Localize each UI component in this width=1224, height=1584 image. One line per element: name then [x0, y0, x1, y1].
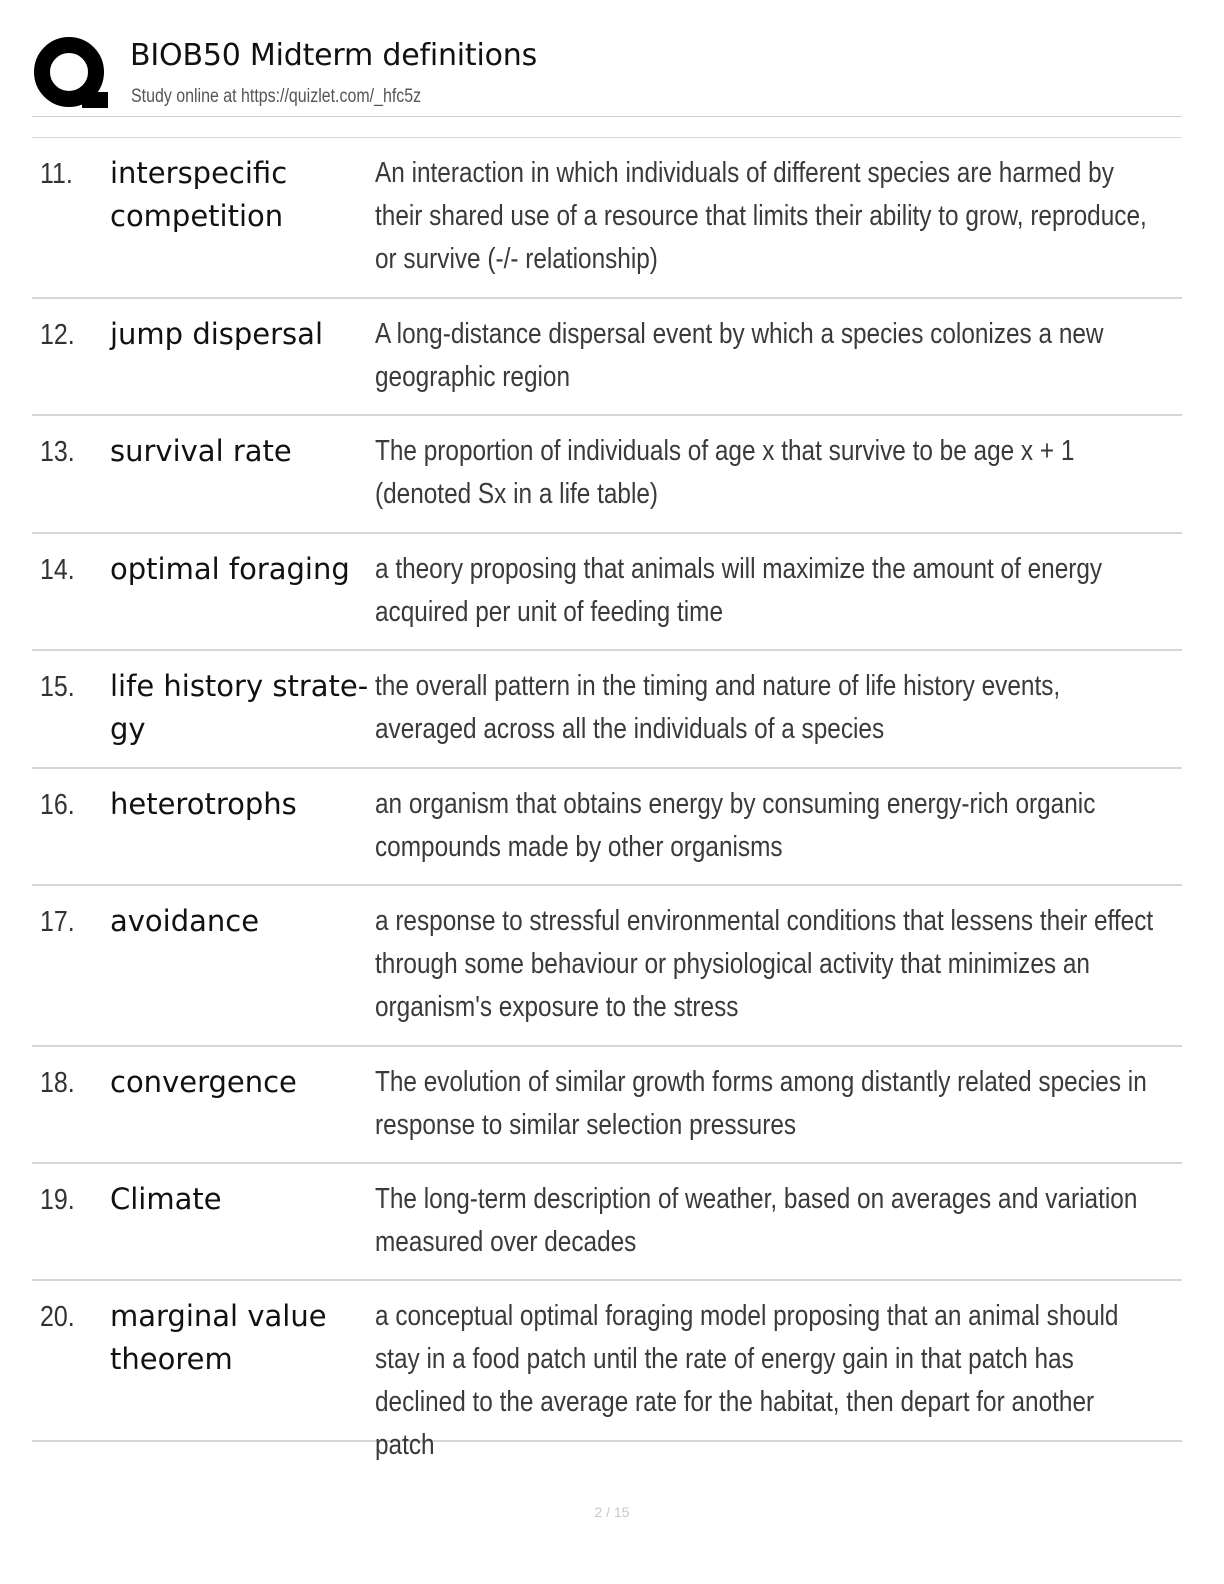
item-term: marginal value theorem [110, 1299, 327, 1376]
list-item [32, 534, 1182, 651]
item-number: 17. [40, 906, 75, 938]
list-item [32, 886, 1182, 1047]
item-number: 12. [40, 319, 75, 351]
list-item [32, 1164, 1182, 1281]
item-term: survival rate [110, 434, 292, 468]
list-item [32, 138, 1182, 299]
header-divider [32, 116, 1182, 117]
item-definition: an organism that obtains energy by consuming energy-rich organic compounds made by other organisms [375, 788, 1096, 863]
item-term: interspecific competition [110, 156, 288, 233]
item-term: Climate [110, 1182, 222, 1216]
page-header [32, 30, 1182, 120]
list-item [32, 416, 1182, 534]
item-term: jump dispersal [110, 317, 323, 351]
item-term: convergence [110, 1065, 297, 1099]
item-number: 16. [40, 789, 75, 821]
quizlet-logo-icon [32, 34, 112, 114]
list-item [32, 769, 1182, 886]
item-definition: An interaction in which individuals of different species are harmed by their shared use of a resource that limits their ability to grow, reproduce, or survive (-/- relationship) [375, 157, 1147, 275]
item-definition: the overall pattern in the timing and nature of life history events, averaged across all the individuals of a species [375, 670, 1061, 745]
item-number: 19. [40, 1184, 75, 1216]
item-number: 13. [40, 436, 75, 468]
item-number: 20. [40, 1301, 75, 1333]
item-definition: a conceptual optimal foraging model proposing that an animal should stay in a food patch until the rate of energy gain in that patch has declined to the average rate for the habitat, then depart for another patch [375, 1300, 1119, 1461]
item-definition: The evolution of similar growth forms among distantly related species in response to similar selection pressures [375, 1066, 1147, 1141]
study-online-link[interactable]: Study online at https://quizlet.com/_hfc5z [131, 86, 422, 107]
definitions-list [32, 138, 1182, 1461]
item-term: optimal foraging [110, 552, 350, 586]
page-title: BIOB50 Midterm definitions [130, 38, 538, 73]
page-number: 2 / 15 [594, 1504, 630, 1520]
item-term: heterotrophs [110, 787, 297, 821]
item-definition: The proportion of individuals of age x that survive to be age x + 1 (denoted Sx in a life table) [375, 435, 1075, 510]
list-item [32, 1281, 1182, 1461]
item-definition: a response to stressful environmental conditions that lessens their effect through some behaviour or physiological activity that minimizes an organism's exposure to the stress [375, 905, 1154, 1023]
item-number: 14. [40, 554, 75, 586]
item-term: avoidance [110, 904, 260, 938]
item-number: 18. [40, 1067, 75, 1099]
item-definition: A long-distance dispersal event by which a species colonizes a new geographic region [375, 318, 1104, 393]
item-number: 11. [40, 158, 73, 190]
item-definition: a theory proposing that animals will maximize the amount of energy acquired per unit of feeding time [375, 553, 1103, 628]
list-item [32, 299, 1182, 416]
item-term: life history strate- gy [110, 669, 369, 746]
list-item [32, 1047, 1182, 1164]
list-item [32, 651, 1182, 769]
item-number: 15. [40, 671, 75, 703]
item-definition: The long-term description of weather, based on averages and variation measured over decades [375, 1183, 1138, 1258]
